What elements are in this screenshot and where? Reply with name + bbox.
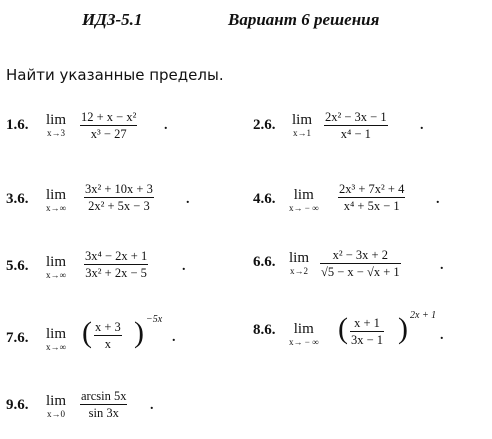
fraction-bar [94, 335, 122, 336]
lim-subscript: x→1 [293, 128, 311, 138]
denominator: x⁴ + 5x − 1 [343, 199, 400, 213]
lim-subscript: x→ − ∞ [289, 337, 319, 347]
period: . [150, 398, 154, 413]
right-paren: ) [134, 316, 144, 349]
denominator: x [104, 337, 112, 351]
numerator: 3x⁴ − 2x + 1 [85, 249, 148, 263]
denominator: x³ − 27 [90, 127, 127, 141]
problem-number: 1.6. [6, 117, 29, 133]
lim-word: lim [292, 112, 313, 128]
fraction-bar [80, 125, 137, 126]
limit-operator [46, 394, 66, 419]
left-paren: ( [82, 316, 92, 349]
limit-operator [46, 255, 66, 280]
denominator: x⁴ − 1 [340, 127, 371, 141]
numerator: 3x² + 10x + 3 [85, 182, 153, 196]
lim-word: lim [46, 187, 67, 203]
variant-label: Вариант 6 решения [228, 10, 380, 29]
left-paren: ( [338, 312, 348, 345]
lim-subscript: x→0 [47, 409, 65, 419]
problem-number: 7.6. [6, 330, 29, 346]
lim-word: lim [289, 250, 310, 266]
fraction-bar [84, 197, 154, 198]
denominator: 3x − 1 [351, 333, 384, 347]
period: . [420, 118, 424, 133]
period: . [182, 259, 186, 274]
right-paren: ) [398, 312, 408, 345]
fraction [80, 389, 127, 420]
numerator: x + 1 [354, 316, 380, 330]
lim-word: lim [46, 326, 67, 342]
fraction [338, 182, 405, 213]
problem-number: 3.6. [6, 191, 29, 207]
problem-number: 4.6. [253, 191, 276, 207]
numerator: 2x² − 3x − 1 [325, 110, 387, 124]
limit-operator [289, 322, 319, 347]
fraction [320, 248, 401, 279]
fraction [94, 320, 122, 351]
numerator: arcsin 5x [81, 389, 127, 403]
instruction-text: Найти указанные пределы. [6, 66, 224, 84]
period: . [186, 192, 190, 207]
lim-word: lim [46, 254, 67, 270]
period: . [440, 328, 444, 343]
period: . [172, 330, 176, 345]
fraction-bar [320, 263, 401, 264]
problem-number: 9.6. [6, 397, 29, 413]
doc-title: ИДЗ-5.1 [82, 10, 143, 29]
numerator: 12 + x − x² [81, 110, 137, 124]
lim-subscript: x→ − ∞ [289, 203, 319, 213]
problem-number: 2.6. [253, 117, 276, 133]
fraction [84, 249, 148, 280]
exponent: 2x + 1 [410, 310, 437, 321]
period: . [440, 258, 444, 273]
denominator: 2x² + 5x − 3 [88, 199, 150, 213]
exponent: −5x [146, 314, 163, 325]
period: . [164, 118, 168, 133]
problem-number: 5.6. [6, 258, 29, 274]
lim-word: lim [293, 187, 314, 203]
fraction [84, 182, 154, 213]
fraction [350, 316, 384, 347]
lim-subscript: x→3 [47, 128, 65, 138]
lim-subscript: x→∞ [46, 270, 66, 280]
fraction-bar [350, 331, 384, 332]
limit-operator [46, 113, 66, 138]
fraction-bar [84, 264, 148, 265]
problem-number: 6.6. [253, 254, 276, 270]
lim-word: lim [46, 393, 67, 409]
limit-operator [46, 188, 66, 213]
lim-subscript: x→∞ [46, 342, 66, 352]
problem-number: 8.6. [253, 322, 276, 338]
numerator: x + 3 [95, 320, 121, 334]
numerator: 2x³ + 7x² + 4 [339, 182, 405, 196]
lim-subscript: x→2 [290, 266, 308, 276]
fraction-bar [80, 404, 127, 405]
fraction [324, 110, 388, 141]
lim-word: lim [293, 321, 314, 337]
limit-operator [46, 327, 66, 352]
lim-subscript: x→∞ [46, 203, 66, 213]
limit-operator [289, 188, 319, 213]
fraction-bar [338, 197, 405, 198]
fraction [80, 110, 137, 141]
lim-word: lim [46, 112, 67, 128]
numerator: x² − 3x + 2 [332, 248, 388, 262]
denominator: sin 3x [88, 406, 119, 420]
denominator: √5 − x − √x + 1 [321, 265, 400, 279]
period: . [436, 192, 440, 207]
denominator: 3x² + 2x − 5 [85, 266, 147, 280]
limit-operator [289, 251, 309, 276]
limit-operator [292, 113, 312, 138]
fraction-bar [324, 125, 388, 126]
